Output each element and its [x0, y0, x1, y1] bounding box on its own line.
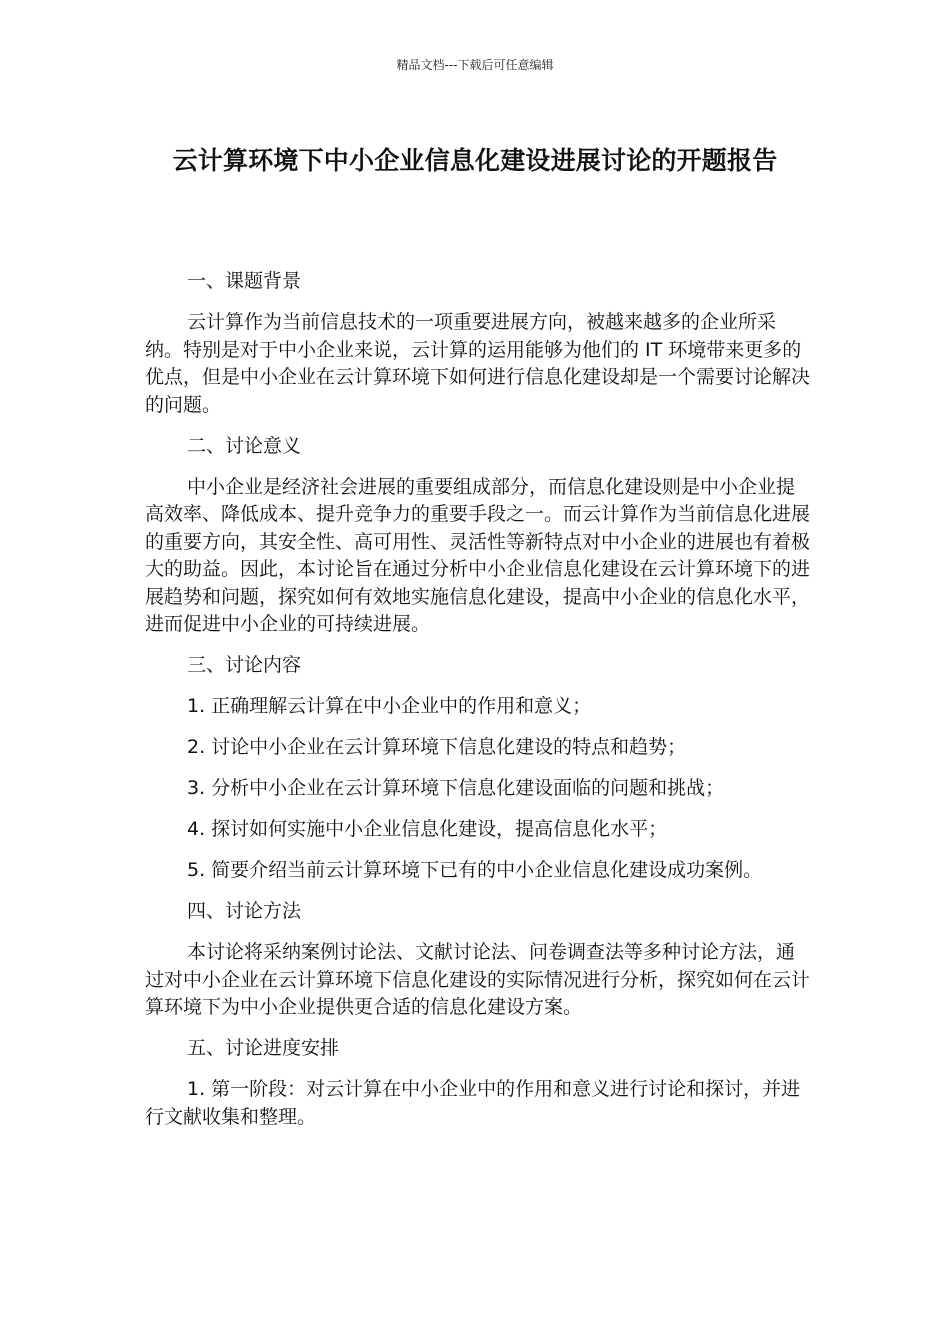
content-item-2: 2. 讨论中小企业在云计算环境下信息化建设的特点和趋势； — [187, 736, 687, 758]
document-body — [145, 268, 810, 1145]
content-item-1: 1. 正确理解云计算在中小企业中的作用和意义； — [187, 695, 592, 717]
content-item-5: 5. 简要介绍当前云计算环境下已有的中小企业信息化建设成功案例。 — [187, 859, 763, 881]
content-item-4: 4. 探讨如何实施中小企业信息化建设，提高信息化水平； — [187, 818, 668, 840]
document-title: 云计算环境下中小企业信息化建设进展讨论的开题报告 — [172, 146, 778, 175]
section-heading-content: 三、讨论内容 — [187, 654, 302, 676]
page-header: 精品文档---下载后可任意编辑 — [396, 58, 554, 72]
content-item-3: 3. 分析中小企业在云计算环境下信息化建设面临的问题和挑战； — [187, 777, 725, 799]
section-heading-background: 一、课题背景 — [187, 270, 302, 292]
paragraph-background: 云计算作为当前信息技术的一项重要进展方向，被越来越多的企业所采纳。特别是对于中小企业来说，云计算的运用能够为他们的 IT 环境带来更多的优点，但是中小企业在云计算环境下如何进行信息化建设却是一个需要讨论解决的问题。 — [145, 311, 811, 416]
schedule-item-1: 1. 第一阶段：对云计算在中小企业中的作用和意义进行讨论和探讨，并进行文献收集和整理。 — [145, 1078, 801, 1128]
paragraph-significance: 中小企业是经济社会进展的重要组成部分，而信息化建设则是中小企业提高效率、降低成本、提升竞争力的重要手段之一。而云计算作为当前信息化进展的重要方向，其安全性、高可用性、灵活性等新特点对中小企业的进展也有着极大的助益。因此，本讨论旨在通过分析中小企业信息化建设在云计算环境下的进展趋势和问题，探究如何有效地实施信息化建设，提高中小企业的信息化水平，进而促进中小企业的可持续进展。 — [145, 475, 811, 635]
section-heading-methods: 四、讨论方法 — [187, 900, 302, 922]
paragraph-methods: 本讨论将采纳案例讨论法、文献讨论法、问卷调查法等多种讨论方法，通过对中小企业在云计算环境下信息化建设的实际情况进行分析，探究如何在云计算环境下为中小企业提供更合适的信息化建设方案。 — [145, 941, 811, 1018]
section-heading-schedule: 五、讨论进度安排 — [187, 1037, 340, 1059]
section-heading-significance: 二、讨论意义 — [187, 434, 302, 457]
